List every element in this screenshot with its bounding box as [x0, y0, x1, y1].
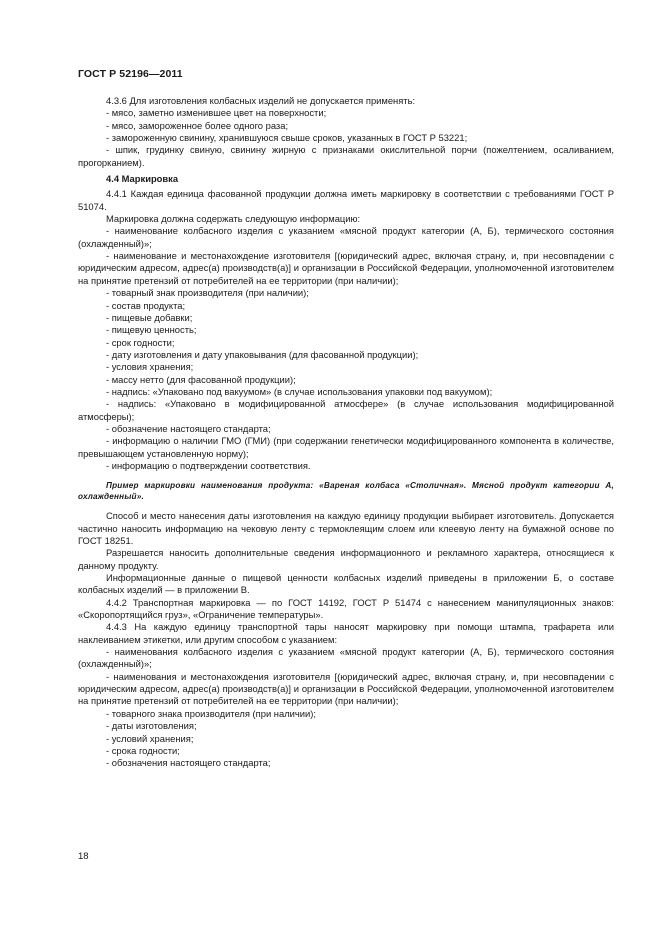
paragraph: 4.4.2 Транспортная маркировка — по ГОСТ 14192, ГОСТ Р 51474 с нанесением манипуляционных знаков: «Скоропортящийся груз», «Ограничение температуры». [78, 596, 614, 621]
document-header: ГОСТ Р 52196—2011 [78, 68, 183, 80]
paragraph: - шпик, грудинку свиную, свинину жирную с признаками окислительной порчи (пожелтением, осаливанием, прогорканием). [78, 144, 614, 168]
paragraph: - наименование и местонахождение изготовителя [(юридический адрес, включая страну, и, при несовпадении с юридическим адресом, адрес(а) производств(а)] и организации в Российской Федерации, уполномоченной изготовителем на принятие претензий от потребителей на ее территории (при наличии); [78, 250, 614, 286]
paragraph: 4.3.6 Для изготовления колбасных изделий не допускается применять: [106, 95, 416, 106]
paragraph: - обозначение настоящего стандарта; [106, 422, 271, 434]
paragraph: - состав продукта; [106, 299, 186, 311]
paragraph: - товарный знак производителя (при наличии); [106, 287, 309, 299]
paragraph: - даты изготовления; [106, 720, 197, 732]
paragraph: - пищевые добавки; [106, 311, 193, 323]
paragraph: - мясо, замороженное более одного раза; [106, 119, 289, 131]
paragraph: - обозначения настоящего стандарта; [106, 757, 271, 769]
example-note: Пример маркировки наименования продукта: «Вареная колбаса «Столичная». Мясной продукт категории А, охлажденный». [78, 481, 614, 502]
paragraph: Информационные данные о пищевой ценности колбасных изделий приведены в приложении Б, о составе колбасных изделий — в приложении В. [78, 572, 614, 596]
paragraph: - наименования колбасного изделия с указанием «мясной продукт категории (А, Б), термического состояния (охлажденный)»; [78, 646, 614, 670]
paragraph: - массу нетто (для фасованной продукции); [106, 373, 296, 385]
paragraph: - дату изготовления и дату упаковывания (для фасованной продукции); [106, 348, 419, 360]
paragraph: Разрешается наносить дополнительные сведения информационного и рекламного характера, относящиеся к данному продукту. [78, 547, 614, 571]
paragraph: - пищевую ценность; [106, 324, 197, 336]
paragraph: - наименование колбасного изделия с указанием «мясной продукт категории (А, Б), термического состояния (охлажденный)»; [78, 225, 614, 249]
page-number: 18 [78, 851, 89, 862]
paragraph: - информацию о наличии ГМО (ГМИ) (при содержании генетически модифицированного компонента в количестве, превышающем установленную норму); [78, 435, 614, 459]
paragraph: - надпись: «Упаковано в модифицированной атмосфере» (в случае использования модифицированной атмосферы); [78, 398, 614, 422]
paragraph: 4.4.3 На каждую единицу транспортной тары наносят маркировку при помощи штампа, трафарета или наклеиванием этикетки, или другим способом с указанием: [78, 621, 614, 645]
paragraph: - мясо, заметно изменившее цвет на поверхности; [106, 107, 327, 119]
paragraph: - замороженную свинину, хранившуюся свыше сроков, указанных в ГОСТ Р 53221; [106, 132, 468, 144]
paragraph: Способ и место нанесения даты изготовления на каждую единицу продукции выбирает изготовитель. Допускается частично наносить информацию на чековую ленту с термоклеящим слоем или клеевую ленту на бумажной основе по ГОСТ 18251. [78, 510, 614, 546]
paragraph: - условий хранения; [106, 732, 194, 744]
paragraph: - товарного знака производителя (при наличии); [106, 707, 316, 719]
paragraph: - срок годности; [106, 336, 175, 348]
paragraph: - надпись: «Упаковано под вакуумом» (в случае использования упаковки под вакуумом); [106, 385, 493, 397]
document-body [78, 95, 614, 770]
paragraph: 4.4.1 Каждая единица фасованной продукции должна иметь маркировку в соответствии с требованиями ГОСТ Р 51074. [78, 188, 614, 212]
paragraph: - информацию о подтверждении соответствия. [106, 459, 311, 471]
section-heading: 4.4 Маркировка [106, 173, 179, 185]
paragraph: Маркировка должна содержать следующую информацию: [106, 213, 361, 225]
paragraph: - наименования и местонахождения изготовителя [(юридический адрес, включая страну, и, при несовпадении с юридическим адресом, адрес(а) производств(а)] и организации в Российской Федерации, уполномоченной изготовителем на принятие претензий от потребителей на ее территории (при наличии); [78, 670, 614, 707]
paragraph: - условия хранения; [106, 361, 194, 373]
paragraph: - срока годности; [106, 744, 180, 756]
